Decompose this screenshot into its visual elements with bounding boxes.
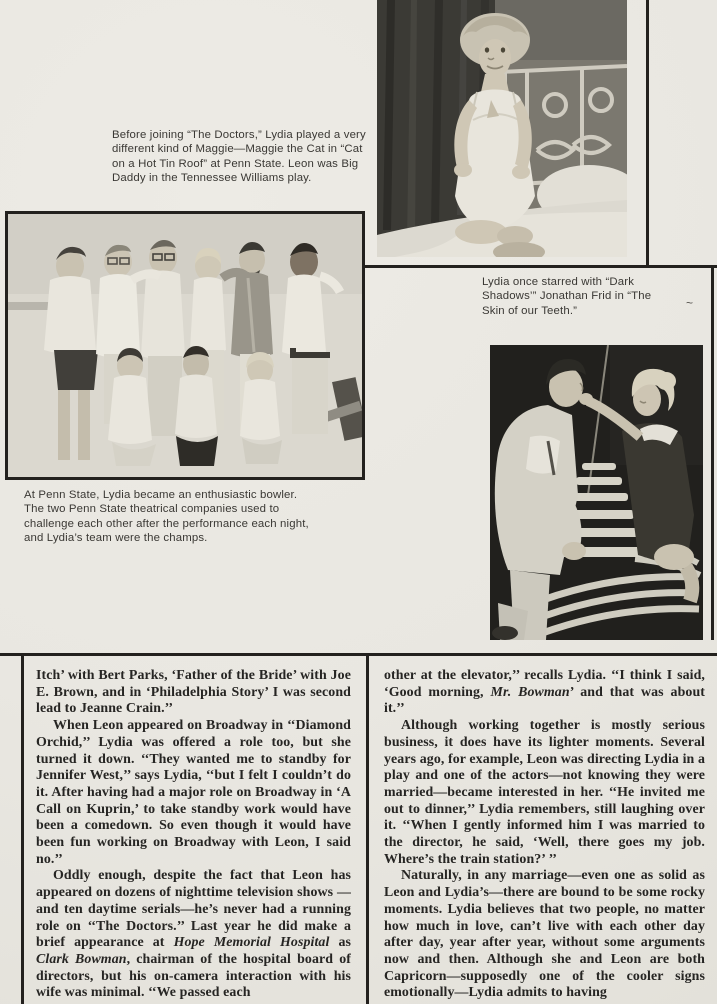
article-paragraph: When Leon appeared on Broadway in ‘‘Diamond Orchid,’’ Lydia was offered a role too, but she turned it down. ‘‘They wanted me to standby for Jennifer West,’’ says Lydia, ‘‘but I felt I couldn’t do it. After having had a major role on Broadway in ‘A Call on Kuprin,’ to take standby work would have been a comedown. So even though it would have been fun working on Broadway with Leon, I said no.’’ — [36, 718, 351, 867]
article-paragraph: other at the elevator,’’ recalls Lydia. ‘‘I think I said, ‘Good morning, Mr. Bowman’ and that was about it.’’ — [384, 668, 705, 717]
photo-lydia-slip-bed-art — [377, 0, 627, 257]
rule-column-divider — [366, 656, 369, 1004]
rule-article-left — [21, 656, 24, 1004]
caption-dark-shadows: Lydia once starred with “Dark Shadows’” Jonathan Frid in “The Skin of our Teeth.” — [482, 276, 652, 317]
photo-skin-of-our-teeth — [490, 345, 703, 640]
article-right-column — [384, 668, 705, 1004]
photo-bowling-team — [5, 211, 365, 480]
rule-top-right-vertical — [646, 0, 649, 268]
article-left-column — [36, 668, 351, 1004]
article-paragraph: Oddly enough, despite the fact that Leon has appeared on dozens of nighttime television shows —and ten daytime serials—he’s never had a running role on ‘‘The Doctors.’’ Last year he did make a brief appearance at Hope Memorial Hospital as Clark Bowman, chairman of the hospital board of directors, but his on-camera interaction with his wife was minimal. ‘‘We passed each — [36, 868, 351, 1001]
caption-bowling: At Penn State, Lydia became an enthusiastic bowler. The two Penn State theatrical companies used to challenge each other after the performance each night, and Lydia’s team were the champs. — [24, 489, 309, 545]
rule-article-top — [0, 653, 717, 656]
article-paragraph: Naturally, in any marriage—even one as solid as Leon and Lydia’s—there are bound to be some rocky moments. Lydia believes that two people, no matter how much in love, can’t live with each other day after day, year after year, without some arguments now and then. Although she and Leon are both Capricorn—supposedly one of the cooler signs emotionally—Lydia admits to having — [384, 868, 705, 1001]
print-artifact-mark: ~ — [686, 296, 694, 310]
rule-top-right-horizontal — [363, 265, 717, 268]
caption-cat-hot-tin-roof: Before joining “The Doctors,” Lydia played a very different kind of Maggie—Maggie the Cat in “Cat on a Hot Tin Roof” at Penn State. Leon was Big Daddy in the Tennessee Williams play. — [112, 129, 366, 185]
photo-bowling-team-art — [8, 214, 362, 477]
article-paragraph: Itch’ with Bert Parks, ‘Father of the Bride’ with Joe E. Brown, and in ‘Philadelphia Story’ I was second lead to Jeanne Crain.’’ — [36, 668, 351, 717]
photo-lydia-slip-bed — [377, 0, 627, 257]
article-paragraph: Although working together is mostly serious business, it does have its lighter moments. Several years ago, for example, Leon was directing Lydia in a play and one of the actors—not knowing they were married—became interested in her. ‘‘He invited me out to dinner,’’ Lydia remembers, still laughing over it. ‘‘When I gently informed him I was married to the director, he said, ‘Well, there goes my job. Where’s the train station?’ ’’ — [384, 718, 705, 867]
photo-skin-of-our-teeth-art — [490, 345, 703, 640]
rule-right-edge-vertical — [711, 265, 714, 640]
